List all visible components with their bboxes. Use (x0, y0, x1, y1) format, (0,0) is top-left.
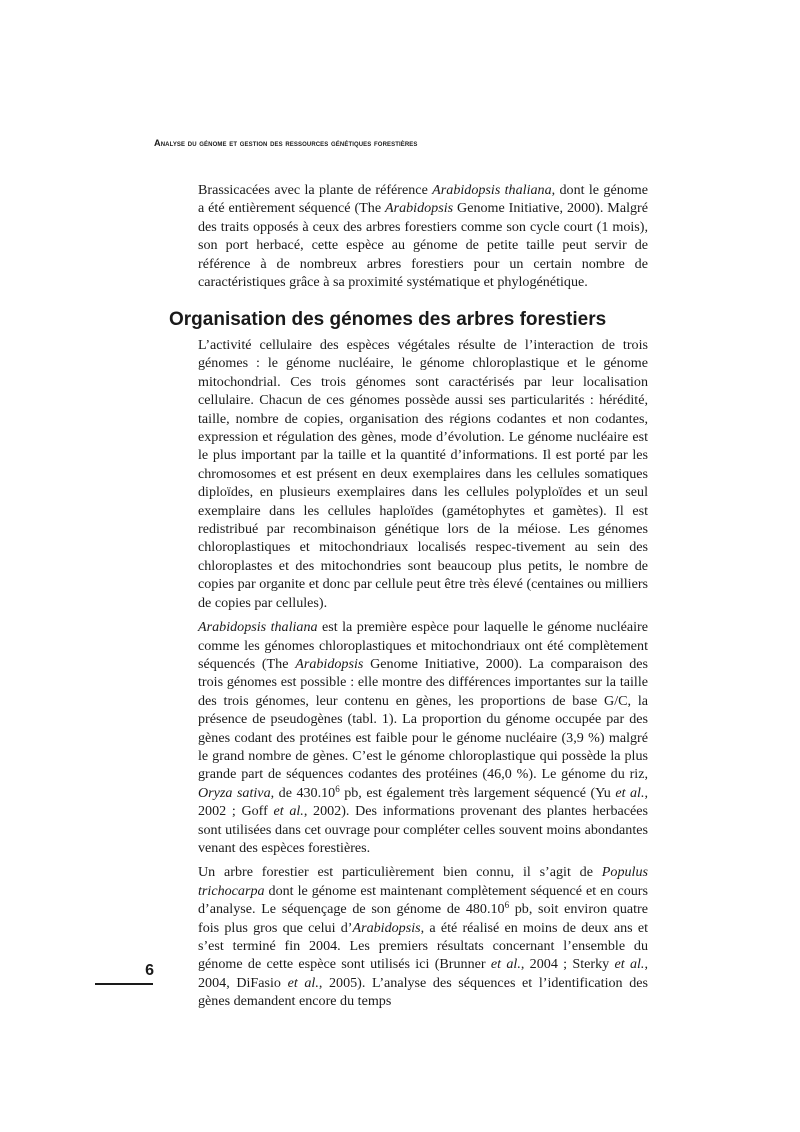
page-number-rule (95, 983, 153, 985)
section-body (198, 336, 648, 1017)
page-number: 6 (145, 962, 154, 979)
body-paragraph-1: L’activité cellulaire des espèces végétales résulte de l’interaction de trois génomes : le génome nucléaire, le génome chloroplastique et le génome mitochondrial. Ces trois génomes sont caractérisés par leur localisation cellulaire. Chacun de ces génomes possède aussi ses particularités : hérédité, taille, nombre de copies, organisation des régions codantes et non codantes, expression et régulation des gènes, mode d’évolution. Le génome nucléaire est le plus important par la taille et la quantité d’informations. Il est porté par les chromosomes et est présent en deux exemplaires dans les cellules somatiques diploïdes, en plusieurs exemplaires dans les cellules polyploïdes et un seul exemplaire dans les cellules haploïdes (gamétophytes et gamètes). Il est redistribué par recombinaison génétique lors de la méiose. Les génomes chloroplastiques et mitochondriaux localisés respec-tivement au sein des chloroplastes et des mitochondries sont beaucoup plus petits, le nombre de copies par organite et donc par cellule peut être très élevé (centaines ou milliers de copies par cellules). (198, 337, 648, 611)
running-head: Analyse du génome et gestion des ressources génétiques forestières (154, 138, 418, 148)
body-paragraph-3: Un arbre forestier est particulièrement bien connu, il s’agit de Populus trichocarpa dont le génome est maintenant complètement séquencé et en cours d’analyse. Le séquençage de son génome de 480.10$^6$ pb, soit environ quatre fois plus gros que celui d’Arabidopsis, a été réalisé en moins de deux ans et s’est terminé fin 2004. Les premiers résultats concernant l’ensemble du génome de cette espèce sont utilisés ici (Brunner et al., 2004 ; Sterky et al., 2004, DiFasio et al., 2005). L’analyse des séquences et l’identification des gènes demandent encore du temps (198, 864, 648, 1010)
intro-paragraph: Brassicacées avec la plante de référence Arabidopsis thaliana, dont le génome a été entièrement séquencé (The Arabidopsis Genome Initiative, 2000). Malgré des traits opposés à ceux des arbres forestiers comme son cycle court (1 mois), son port herbacé, cette espèce au génome de petite taille peut servir de référence à de nombreux arbres forestiers pour un certain nombre de caractéristiques grâce à sa proximité systématique et phylogénétique. (198, 182, 649, 291)
intro-paragraph-block (198, 181, 648, 297)
section-heading: Organisation des génomes des arbres forestiers (169, 309, 607, 330)
body-paragraph-2: Arabidopsis thaliana est la première espèce pour laquelle le génome nucléaire comme les génomes chloroplastiques et mitochondriaux ont été complètement séquencés (The Arabidopsis Genome Initiative, 2000). La comparaison des trois génomes est possible : elle montre des différences importantes sur la taille des trois génomes, leur contenu en gènes, les proportions de base G/C, la présence de pseudogènes (tabl. 1). La proportion du génome occupée par des gènes codant des protéines est faible pour le génome nucléaire (3,9 %) malgré le grand nombre de gènes. C’est le génome chloroplastique qui possède la plus grande part de séquences codantes des protéines (46,0 %). Le génome du riz, Oryza sativa, de 430.10$^6$ pb, est également très largement séquencé (Yu et al., 2002 ; Goff et al., 2002). Des informations provenant des plantes herbacées sont utilisées dans cet ouvrage pour compléter celles souvent moins abondantes venant des espèces forestières. (198, 619, 649, 856)
